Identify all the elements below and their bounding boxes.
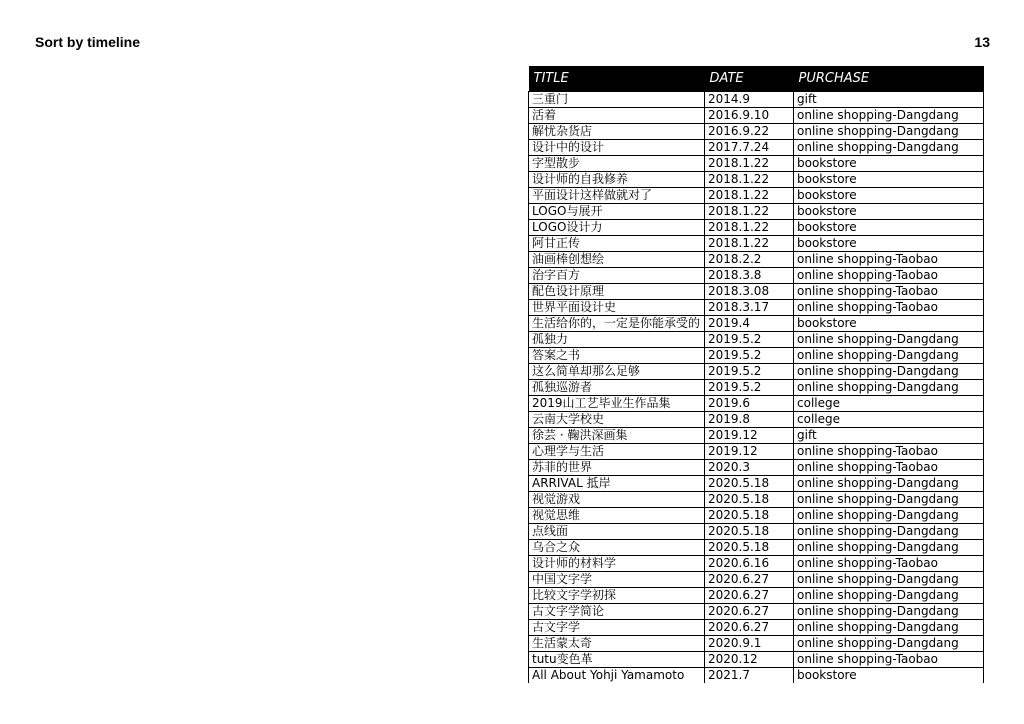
table-row (529, 108, 984, 124)
cell-date: 2018.1.22 (705, 236, 794, 252)
cell-title: 设计中的设计 (529, 140, 705, 156)
cell-title: 阿甘正传 (529, 236, 705, 252)
cell-date: 2018.3.08 (705, 284, 794, 300)
table-row (529, 220, 984, 236)
cell-purchase: online shopping-Dangdang (794, 524, 984, 540)
table-row (529, 652, 984, 668)
cell-date: 2020.5.18 (705, 524, 794, 540)
cell-purchase: bookstore (794, 156, 984, 172)
table-row (529, 668, 984, 684)
cell-date: 2020.5.18 (705, 492, 794, 508)
cell-title: 设计师的材料学 (529, 556, 705, 572)
cell-date: 2020.6.27 (705, 572, 794, 588)
cell-title: 视觉思维 (529, 508, 705, 524)
cell-purchase: online shopping-Dangdang (794, 572, 984, 588)
cell-purchase: online shopping-Taobao (794, 284, 984, 300)
table-row (529, 492, 984, 508)
book-timeline-table (528, 66, 984, 683)
cell-title: 设计师的自我修养 (529, 172, 705, 188)
cell-date: 2019.12 (705, 428, 794, 444)
cell-date: 2020.5.18 (705, 540, 794, 556)
cell-date: 2016.9.10 (705, 108, 794, 124)
cell-purchase: bookstore (794, 188, 984, 204)
cell-title: 比较文字学初探 (529, 588, 705, 604)
table-row (529, 428, 984, 444)
cell-title: tutu变色革 (529, 652, 705, 668)
table-row (529, 140, 984, 156)
cell-date: 2019.5.2 (705, 348, 794, 364)
cell-purchase: online shopping-Taobao (794, 444, 984, 460)
cell-date: 2018.3.17 (705, 300, 794, 316)
cell-purchase: online shopping-Taobao (794, 300, 984, 316)
cell-title: All About Yohji Yamamoto (529, 668, 705, 684)
cell-title: 配色设计原理 (529, 284, 705, 300)
cell-date: 2019.5.2 (705, 332, 794, 348)
table-row (529, 604, 984, 620)
cell-purchase: online shopping-Taobao (794, 460, 984, 476)
cell-title: 治字百方 (529, 268, 705, 284)
cell-purchase: online shopping-Dangdang (794, 108, 984, 124)
cell-title: 解忧杂货店 (529, 124, 705, 140)
cell-date: 2020.6.16 (705, 556, 794, 572)
cell-date: 2020.6.27 (705, 588, 794, 604)
table-row (529, 508, 984, 524)
cell-date: 2020.5.18 (705, 476, 794, 492)
cell-purchase: online shopping-Dangdang (794, 604, 984, 620)
cell-purchase: online shopping-Taobao (794, 556, 984, 572)
cell-title: 世界平面设计史 (529, 300, 705, 316)
cell-purchase: online shopping-Dangdang (794, 636, 984, 652)
cell-date: 2018.1.22 (705, 220, 794, 236)
cell-purchase: online shopping-Taobao (794, 252, 984, 268)
cell-purchase: bookstore (794, 316, 984, 332)
table-row (529, 460, 984, 476)
column-header-title: TITLE (529, 66, 705, 92)
table-row (529, 156, 984, 172)
cell-title: ARRIVAL 抵岸 (529, 476, 705, 492)
cell-title: 生活给你的，一定是你能承受的 (529, 316, 705, 332)
cell-date: 2019.12 (705, 444, 794, 460)
cell-title: 答案之书 (529, 348, 705, 364)
cell-purchase: online shopping-Dangdang (794, 588, 984, 604)
cell-title: 苏菲的世界 (529, 460, 705, 476)
page-heading: Sort by timeline (35, 34, 141, 50)
table-body (529, 92, 984, 684)
cell-date: 2016.9.22 (705, 124, 794, 140)
table-row (529, 332, 984, 348)
cell-title: 点线面 (529, 524, 705, 540)
table-row (529, 620, 984, 636)
cell-date: 2017.7.24 (705, 140, 794, 156)
cell-purchase: online shopping-Dangdang (794, 364, 984, 380)
cell-purchase: online shopping-Dangdang (794, 492, 984, 508)
cell-title: LOGO与展开 (529, 204, 705, 220)
column-header-date: DATE (705, 66, 794, 92)
table-row (529, 348, 984, 364)
cell-date: 2018.1.22 (705, 172, 794, 188)
table-row (529, 300, 984, 316)
table-row (529, 364, 984, 380)
cell-purchase: college (794, 396, 984, 412)
cell-purchase: bookstore (794, 668, 984, 684)
table-row (529, 540, 984, 556)
cell-title: 2019山工艺毕业生作品集 (529, 396, 705, 412)
table-row (529, 588, 984, 604)
cell-title: 云南大学校史 (529, 412, 705, 428)
cell-purchase: bookstore (794, 204, 984, 220)
cell-title: 心理学与生活 (529, 444, 705, 460)
cell-purchase: online shopping-Dangdang (794, 124, 984, 140)
cell-date: 2020.6.27 (705, 604, 794, 620)
cell-title: 视觉游戏 (529, 492, 705, 508)
cell-purchase: gift (794, 428, 984, 444)
cell-purchase: online shopping-Taobao (794, 268, 984, 284)
cell-title: 乌合之众 (529, 540, 705, 556)
cell-date: 2020.9.1 (705, 636, 794, 652)
table-row (529, 444, 984, 460)
table-row (529, 188, 984, 204)
cell-title: 三重门 (529, 92, 705, 108)
table-row (529, 124, 984, 140)
table-row (529, 636, 984, 652)
table-row (529, 412, 984, 428)
cell-date: 2020.6.27 (705, 620, 794, 636)
table-row (529, 572, 984, 588)
table-row (529, 476, 984, 492)
cell-date: 2018.1.22 (705, 204, 794, 220)
cell-date: 2019.6 (705, 396, 794, 412)
column-header-purchase: PURCHASE (794, 66, 984, 92)
cell-date: 2018.1.22 (705, 156, 794, 172)
cell-title: 生活蒙太奇 (529, 636, 705, 652)
cell-date: 2018.3.8 (705, 268, 794, 284)
cell-purchase: gift (794, 92, 984, 108)
cell-date: 2020.12 (705, 652, 794, 668)
cell-date: 2020.3 (705, 460, 794, 476)
table-row (529, 284, 984, 300)
cell-purchase: bookstore (794, 220, 984, 236)
cell-title: 徐芸 · 鞠洪深画集 (529, 428, 705, 444)
cell-date: 2018.1.22 (705, 188, 794, 204)
cell-date: 2019.5.2 (705, 364, 794, 380)
table-row (529, 268, 984, 284)
cell-date: 2019.5.2 (705, 380, 794, 396)
cell-purchase: bookstore (794, 236, 984, 252)
cell-purchase: online shopping-Dangdang (794, 140, 984, 156)
cell-title: 字型散步 (529, 156, 705, 172)
cell-title: 古文字学 (529, 620, 705, 636)
cell-title: 平面设计这样做就对了 (529, 188, 705, 204)
cell-title: 油画棒创想绘 (529, 252, 705, 268)
table-row (529, 396, 984, 412)
cell-purchase: online shopping-Dangdang (794, 620, 984, 636)
cell-title: 活着 (529, 108, 705, 124)
table-row (529, 236, 984, 252)
cell-purchase: online shopping-Dangdang (794, 380, 984, 396)
table-row (529, 524, 984, 540)
cell-date: 2019.8 (705, 412, 794, 428)
cell-purchase: online shopping-Taobao (794, 652, 984, 668)
cell-date: 2021.7 (705, 668, 794, 684)
cell-title: 古文字学简论 (529, 604, 705, 620)
cell-purchase: online shopping-Dangdang (794, 348, 984, 364)
cell-title: 中国文字学 (529, 572, 705, 588)
cell-title: 孤独巡游者 (529, 380, 705, 396)
page-number: 13 (974, 34, 990, 50)
cell-purchase: bookstore (794, 172, 984, 188)
table-row (529, 252, 984, 268)
table-row (529, 380, 984, 396)
cell-title: 这么简单却那么足够 (529, 364, 705, 380)
cell-purchase: online shopping-Dangdang (794, 508, 984, 524)
table-row (529, 92, 984, 108)
header-row (529, 66, 984, 92)
table-header (529, 66, 984, 92)
cell-title: 孤独力 (529, 332, 705, 348)
cell-purchase: online shopping-Dangdang (794, 476, 984, 492)
cell-date: 2018.2.2 (705, 252, 794, 268)
cell-date: 2014.9 (705, 92, 794, 108)
cell-purchase: online shopping-Dangdang (794, 332, 984, 348)
table-row (529, 204, 984, 220)
cell-title: LOGO设计力 (529, 220, 705, 236)
cell-purchase: college (794, 412, 984, 428)
cell-date: 2020.5.18 (705, 508, 794, 524)
cell-date: 2019.4 (705, 316, 794, 332)
table-row (529, 316, 984, 332)
cell-purchase: online shopping-Dangdang (794, 540, 984, 556)
table-row (529, 172, 984, 188)
table-row (529, 556, 984, 572)
